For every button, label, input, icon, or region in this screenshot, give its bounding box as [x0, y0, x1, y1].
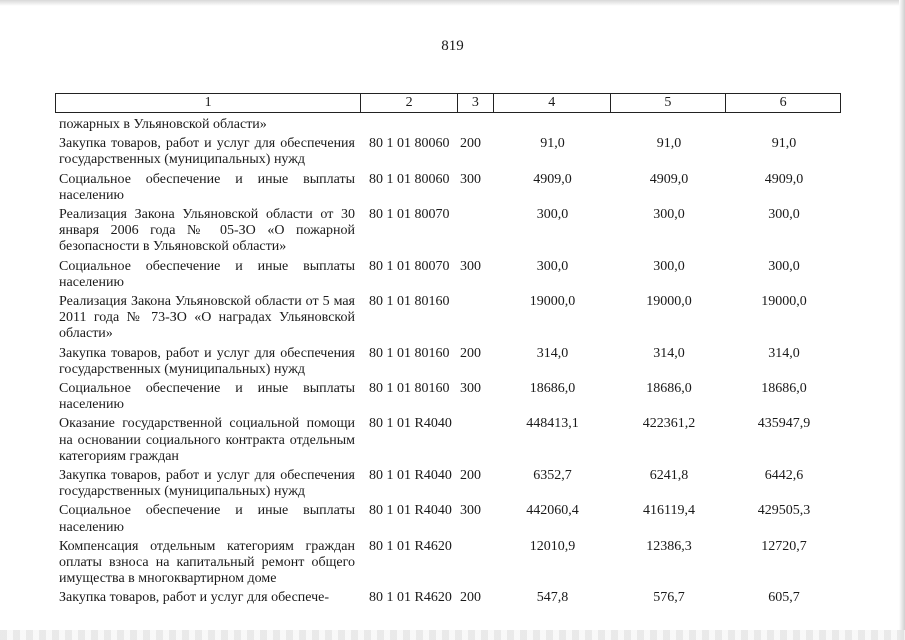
table-row [55, 259, 841, 291]
row-value-year-3: 6442,6 [764, 468, 804, 484]
table-row [55, 590, 841, 606]
row-value-year-1: 442060,4 [526, 503, 579, 519]
table-row [55, 172, 841, 204]
row-code: 80 1 01 R4040 [369, 503, 452, 519]
header-col-1: 1 [56, 94, 361, 112]
scan-edge-right [899, 0, 905, 640]
row-value-year-1: 91,0 [540, 136, 565, 152]
row-value-year-1: 18686,0 [529, 381, 576, 397]
row-value-year-1: 300,0 [536, 258, 569, 274]
row-value-year-1: 448413,1 [526, 416, 579, 432]
row-value-year-2: 91,0 [656, 136, 682, 152]
table-row [55, 346, 841, 378]
row-name: Закупка товаров, работ и услуг для обеспечения государственных (муниципальных) нужд [59, 468, 355, 500]
row-code: 80 1 01 R4040 [369, 468, 452, 484]
row-code: 80 1 01 R4620 [369, 538, 452, 554]
table-header-row [55, 93, 841, 113]
row-name: Социальное обеспечение и иные выплаты населению [59, 171, 355, 203]
row-value-year-2: 4909,0 [649, 171, 689, 187]
header-col-3: 3 [458, 94, 494, 112]
row-type: 200 [460, 345, 481, 361]
row-name: Социальное обеспечение и иные выплаты населению [59, 503, 355, 535]
row-value-year-3: 605,7 [768, 590, 800, 606]
table-row [55, 503, 841, 535]
row-name: Реализация Закона Ульяновской области от 30 января 2006 года № 05-ЗО «О пожарной безопасности в Ульяновской области» [59, 207, 355, 255]
header-col-6: 6 [779, 95, 787, 110]
row-code: 80 1 01 80160 [369, 381, 450, 397]
row-name: пожарных в Ульяновской области» [59, 117, 267, 132]
row-type: 300 [460, 503, 481, 519]
row-value-year-3: 12720,7 [761, 538, 807, 554]
table-row [55, 539, 841, 588]
row-code: 80 1 01 80070 [369, 207, 450, 223]
row-value-year-1: 19000,0 [529, 294, 576, 310]
row-name: Оказание государственной социальной помощи на основании социального контракта отдельным категориям граждан [59, 416, 355, 464]
row-code: 80 1 01 80160 [369, 345, 450, 361]
table-row [55, 468, 841, 500]
row-name: Закупка товаров, работ и услуг для обеспече- [59, 590, 330, 606]
table-row [55, 416, 841, 465]
row-code: 80 1 01 80060 [369, 136, 450, 152]
row-value-year-2: 6241,8 [649, 468, 689, 484]
row-type: 200 [460, 590, 481, 606]
row-code: 80 1 01 80160 [369, 294, 450, 310]
table-row [55, 136, 841, 168]
row-value-year-3: 429505,3 [757, 503, 811, 519]
row-value-year-3: 18686,0 [761, 381, 807, 397]
row-value-year-3: 300,0 [768, 258, 800, 274]
row-name: Закупка товаров, работ и услуг для обеспечения государственных (муниципальных) нужд [59, 136, 355, 168]
row-value-year-2: 576,7 [653, 590, 685, 606]
row-code: 80 1 01 80070 [369, 258, 450, 274]
row-value-year-1: 300,0 [536, 207, 569, 223]
row-value-year-1: 6352,7 [533, 468, 572, 484]
row-value-year-1: 12010,9 [529, 538, 576, 554]
row-code: 80 1 01 R4040 [369, 416, 452, 432]
row-value-year-3: 300,0 [768, 207, 800, 223]
row-name: Социальное обеспечение и иные выплаты населению [59, 381, 355, 413]
row-value-year-3: 314,0 [768, 345, 800, 361]
row-type: 300 [460, 381, 481, 397]
row-name: Реализация Закона Ульяновской области от 5 мая 2011 года № 73-ЗО «О наградах Ульяновской области» [59, 294, 355, 342]
row-value-year-1: 547,8 [536, 590, 569, 606]
row-name: Закупка товаров, работ и услуг для обеспечения государственных (муниципальных) нужд [59, 345, 355, 377]
row-value-year-2: 12386,3 [646, 538, 692, 554]
row-value-year-2: 300,0 [653, 258, 685, 274]
table-row [55, 294, 841, 343]
budget-table [55, 93, 841, 610]
row-value-year-2: 422361,2 [642, 416, 696, 432]
row-code: 80 1 01 80060 [369, 171, 450, 187]
row-code: 80 1 01 R4620 [369, 590, 452, 606]
header-col-2: 2 [361, 94, 458, 112]
row-value-year-2: 19000,0 [646, 294, 692, 310]
row-type: 300 [460, 171, 481, 187]
row-type: 200 [460, 136, 481, 152]
scan-edge-top [0, 0, 905, 6]
table-row [55, 117, 841, 133]
page-number: 819 [441, 38, 464, 54]
row-type: 300 [460, 258, 481, 274]
table-row [55, 207, 841, 256]
scan-edge-bottom [0, 630, 905, 640]
row-name: Компенсация отдельным категориям граждан оплаты взноса на капитальный ремонт общего имущества в многоквартирном доме [59, 538, 355, 587]
row-value-year-2: 416119,4 [643, 503, 695, 519]
table-row [55, 381, 841, 413]
row-value-year-3: 435947,9 [757, 416, 811, 432]
row-value-year-2: 314,0 [653, 345, 685, 361]
row-value-year-2: 300,0 [653, 207, 685, 223]
header-col-5: 5 [611, 94, 727, 112]
row-value-year-1: 4909,0 [533, 171, 572, 187]
row-value-year-2: 18686,0 [646, 381, 692, 397]
row-value-year-3: 19000,0 [761, 294, 807, 310]
row-value-year-1: 314,0 [536, 345, 569, 361]
row-type: 200 [460, 468, 481, 484]
row-value-year-3: 91,0 [771, 136, 797, 152]
row-value-year-3: 4909,0 [764, 171, 804, 187]
row-name: Социальное обеспечение и иные выплаты населению [59, 258, 355, 290]
header-col-4: 4 [494, 94, 611, 112]
